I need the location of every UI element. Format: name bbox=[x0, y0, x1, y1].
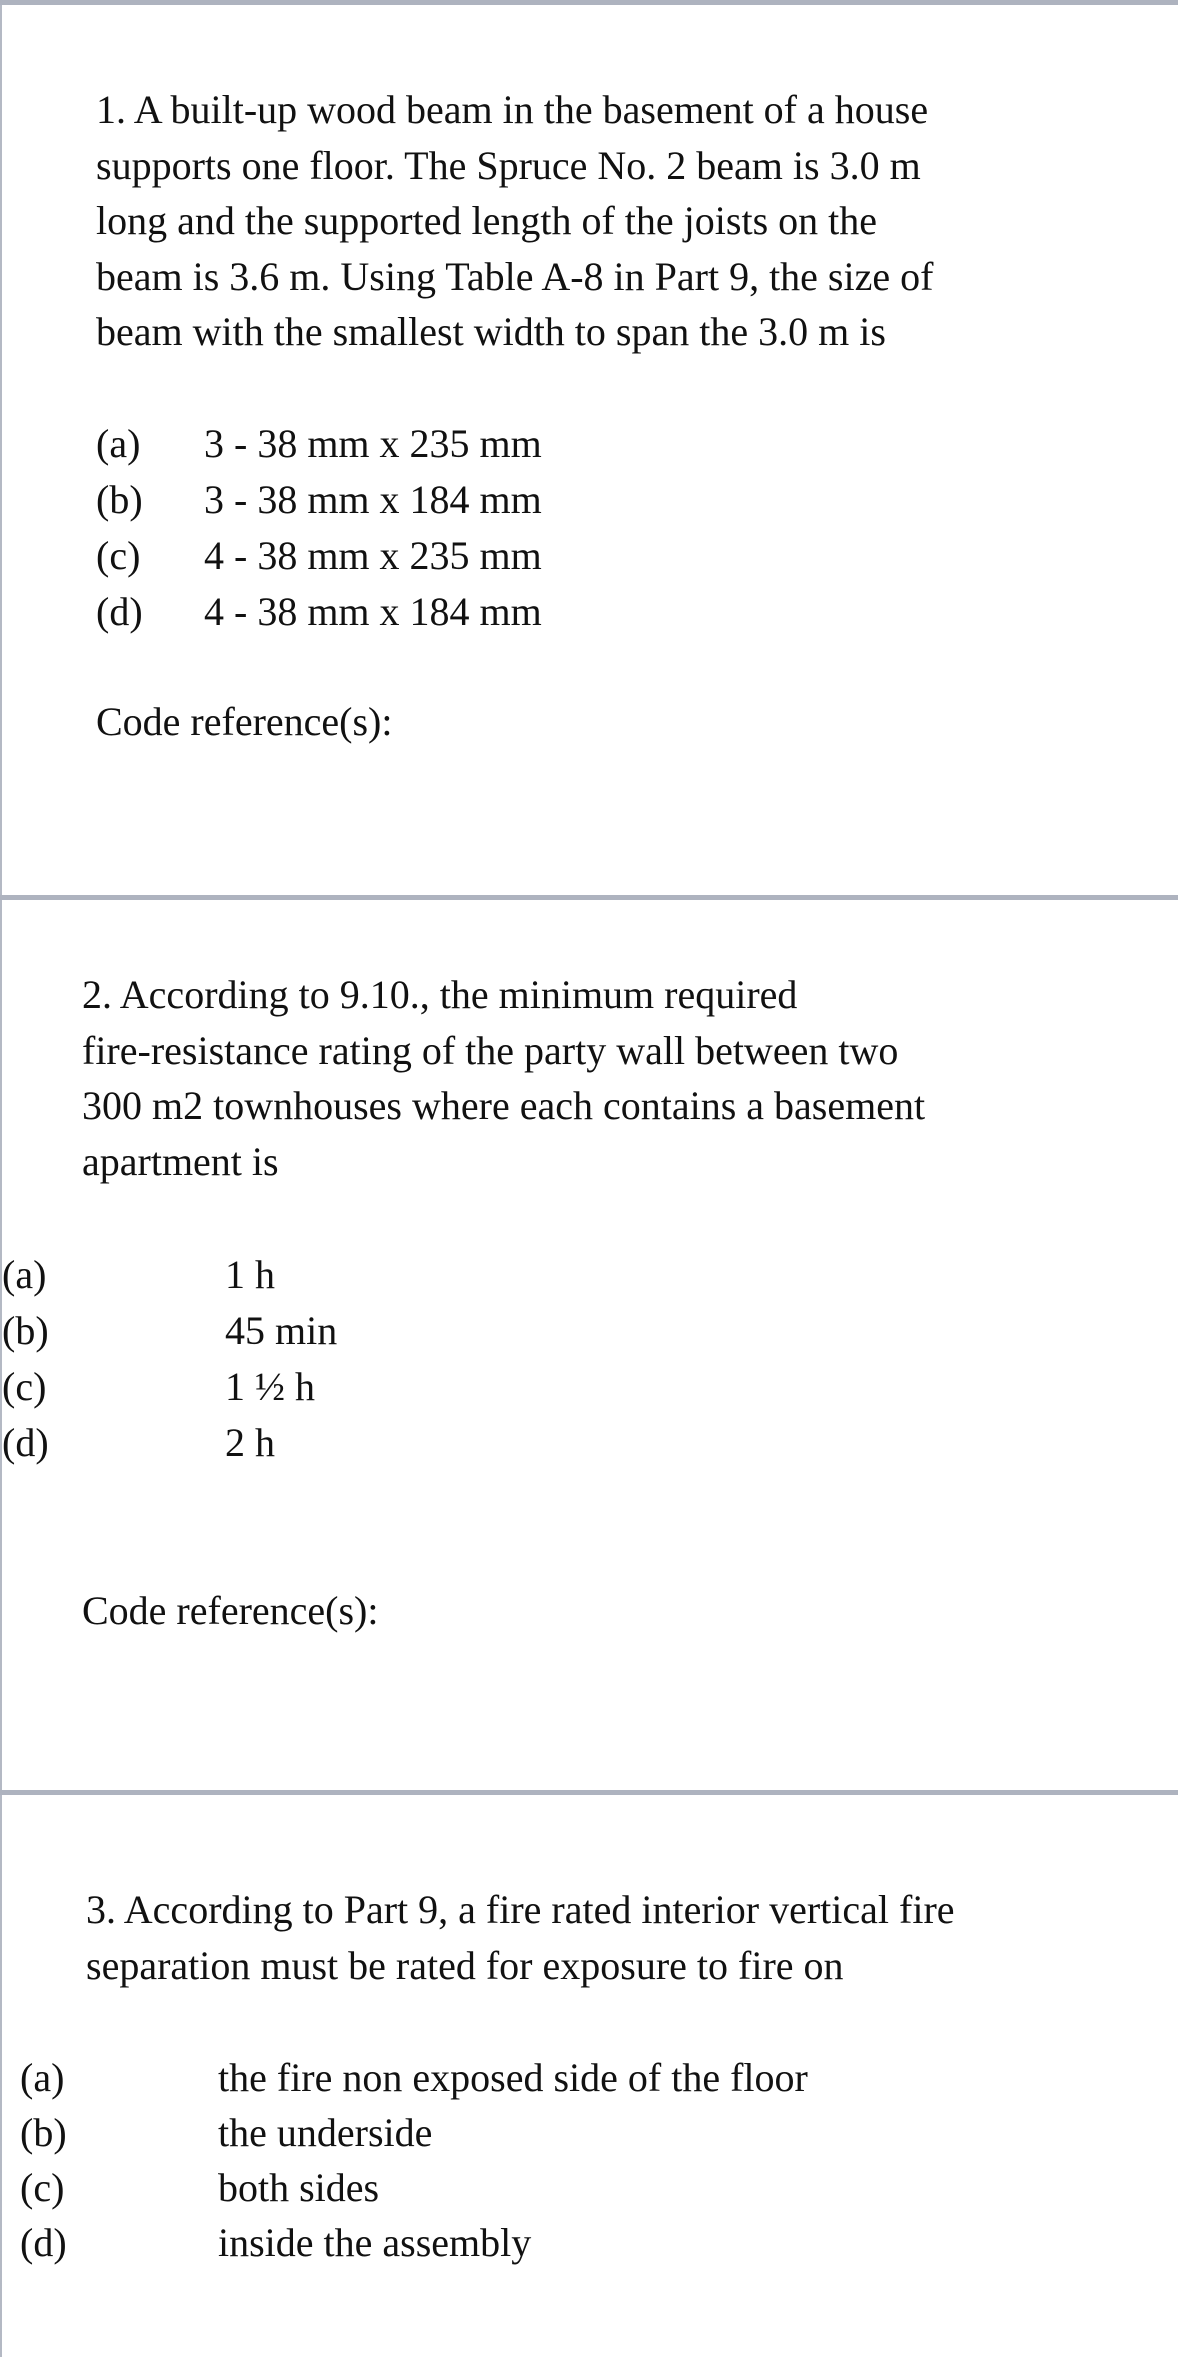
page-divider-top bbox=[0, 0, 1178, 5]
question-3-option-b-label: (b) bbox=[20, 2110, 67, 2155]
page-divider-1 bbox=[0, 895, 1178, 900]
question-2-stem-line: apartment is bbox=[82, 1138, 279, 1184]
question-1-stem-line: beam is 3.6 m. Using Table A-8 in Part 9, the size of bbox=[96, 253, 934, 299]
question-2-option-d-label: (d) bbox=[2, 1420, 49, 1465]
question-3-option-a-value: the fire non exposed side of the floor bbox=[218, 2055, 808, 2100]
question-2-option-d-value: 2 h bbox=[225, 1420, 275, 1465]
question-1-option-d-value: 4 - 38 mm x 184 mm bbox=[204, 589, 542, 634]
question-3-option-d-value: inside the assembly bbox=[218, 2220, 532, 2265]
question-1-code-reference: Code reference(s): bbox=[96, 699, 393, 744]
question-2-option-b-label: (b) bbox=[2, 1308, 49, 1353]
question-2-stem-line: 2. According to 9.10., the minimum required bbox=[82, 972, 798, 1017]
question-3-option-c-label: (c) bbox=[20, 2165, 65, 2210]
question-2-option-a-value: 1 h bbox=[225, 1252, 275, 1297]
question-1-stem-line: supports one floor. The Spruce No. 2 beam is 3.0 m bbox=[96, 142, 921, 188]
question-2-code-reference: Code reference(s): bbox=[82, 1588, 379, 1633]
question-1-option-a-value: 3 - 38 mm x 235 mm bbox=[204, 421, 542, 466]
question-1-option-d-label: (d) bbox=[96, 589, 143, 634]
question-1-option-c-label: (c) bbox=[96, 533, 141, 578]
question-2-stem-line: 300 m2 townhouses where each contains a basement bbox=[82, 1083, 926, 1128]
question-2-option-b-value: 45 min bbox=[225, 1308, 338, 1353]
question-3-stem-line: 3. According to Part 9, a fire rated interior vertical fire bbox=[86, 1887, 955, 1932]
question-1-stem-line: 1. A built-up wood beam in the basement of a house bbox=[96, 87, 929, 132]
question-3-option-a-label: (a) bbox=[20, 2055, 65, 2100]
question-3-option-b-value: the underside bbox=[218, 2110, 433, 2155]
question-1-stem-line: long and the supported length of the joists on the bbox=[96, 198, 877, 243]
question-3-stem bbox=[86, 1882, 955, 1993]
question-1-option-b-label: (b) bbox=[96, 477, 143, 522]
question-2-option-c-label: (c) bbox=[2, 1364, 47, 1409]
question-3-stem-line: separation must be rated for exposure to fire on bbox=[86, 1942, 844, 1988]
question-1-option-c-value: 4 - 38 mm x 235 mm bbox=[204, 533, 542, 578]
question-1-stem bbox=[96, 82, 933, 360]
question-1-stem-line: beam with the smallest width to span the 3.0 m is bbox=[96, 309, 886, 354]
page-divider-2 bbox=[0, 1790, 1178, 1795]
question-3-option-d-label: (d) bbox=[20, 2220, 67, 2265]
question-1-option-a-label: (a) bbox=[96, 421, 141, 466]
question-2-stem bbox=[82, 967, 925, 1189]
question-2-option-c-value: 1 ½ h bbox=[225, 1364, 315, 1409]
question-3-option-c-value: both sides bbox=[218, 2165, 380, 2210]
question-1-option-b-value: 3 - 38 mm x 184 mm bbox=[204, 477, 542, 522]
question-2-stem-line: fire-resistance rating of the party wall between two bbox=[82, 1027, 899, 1073]
question-2-option-a-label: (a) bbox=[2, 1252, 47, 1297]
